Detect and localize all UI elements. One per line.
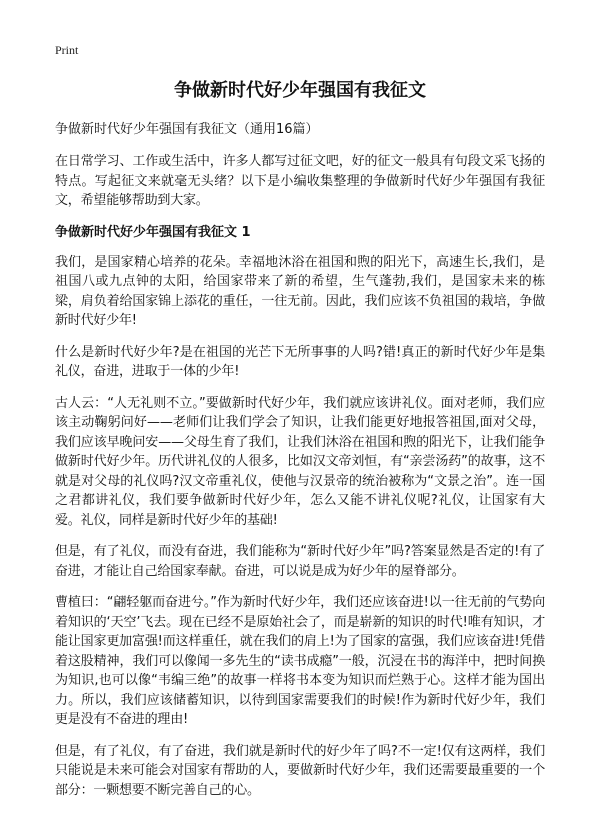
body-paragraph: 我们，是国家精心培养的花朵。幸福地沐浴在祖国和煦的阳光下，高速生长,我们，是祖国八或九点钟的太阳，给国家带来了新的希望，生气蓬勃,我们，是国家未来的栋梁，肩负着给国家锦上添花的重任，一往无前。因此，我们应该不负祖国的栽培，争做新时代好少年! (55, 254, 545, 328)
body-paragraph: 什么是新时代好少年?是在祖国的光芒下无所事事的人吗?错!真正的新时代好少年是集礼仪，奋进，进取于一体的少年! (55, 344, 545, 379)
document-page (55, 42, 545, 812)
print-label[interactable]: Print (55, 43, 79, 57)
body-paragraph: 古人云：“人无礼则不立。”要做新时代好少年，我们就应该讲礼仪。面对老师，我们应该主动鞠躬问好——老师们让我们学会了知识，让我们能更好地报答祖国,面对父母，我们应该早晚问安——父母生育了我们，让我们沐浴在祖国和煦的阳光下，让我们能争做新时代好少年。历代讲礼仪的人很多，比如汉文帝刘恒，有“亲尝汤药”的故事，这不就是对父母的礼仪吗?汉文帝重礼仪，使他与汉景帝的统治被称为“文景之治”。连一国之君都讲礼仪，我们要争做新时代好少年，怎么又能不讲礼仪呢?礼仪，让国家有大爱。礼仪，同样是新时代好少年的基础! (55, 395, 545, 528)
body-paragraph: 但是，有了礼仪，有了奋进，我们就是新时代的好少年了吗?不一定!仅有这两样，我们只能说是未来可能会对国家有帮助的人，要做新时代好少年，我们还需要最重要的一个部分：一颗想要不断完善自己的心。 (55, 743, 545, 798)
page-subtitle: 争做新时代好少年强国有我征文（通用16篇） (55, 122, 319, 137)
page-title: 争做新时代好少年强国有我征文 (174, 80, 426, 101)
body-paragraph: 但是，有了礼仪，而没有奋进，我们能称为“新时代好少年”吗?答案显然是否定的!有了奋进，才能让自己给国家奉献。奋进，可以说是成为好少年的屋脊部分。 (55, 544, 545, 579)
intro-paragraph: 在日常学习、工作或生活中，许多人都写过征文吧，好的征文一般具有句段文采飞扬的特点。写起征文来就毫无头绪？以下是小编收集整理的争做新时代好少年强国有我征文，希望能够帮助到大家。 (55, 154, 545, 208)
section-heading: 争做新时代好少年强国有我征文 1 (55, 224, 251, 240)
body-paragraph: 曹植曰：“翩轻躯而奋进兮。”作为新时代好少年，我们还应该奋进!以一往无前的气势向着知识的‘天空’飞去。现在已经不是原始社会了，而是崭新的知识的时代!唯有知识，才能让国家更加富强!而这样重任，就在我们的肩上!为了国家的富强，我们应该奋进!凭借着这股精神，我们可以像闻一多先生的“读书成瘾”一般，沉浸在书的海洋中，把时间换为知识,也可以像“韦编三绝”的故事一样将书本变为知识而烂熟于心。这样才能为国出力。所以，我们应该储蓄知识，以待到国家需要我们的时候!作为新时代好少年，我们更是没有不奋进的理由! (55, 595, 545, 727)
